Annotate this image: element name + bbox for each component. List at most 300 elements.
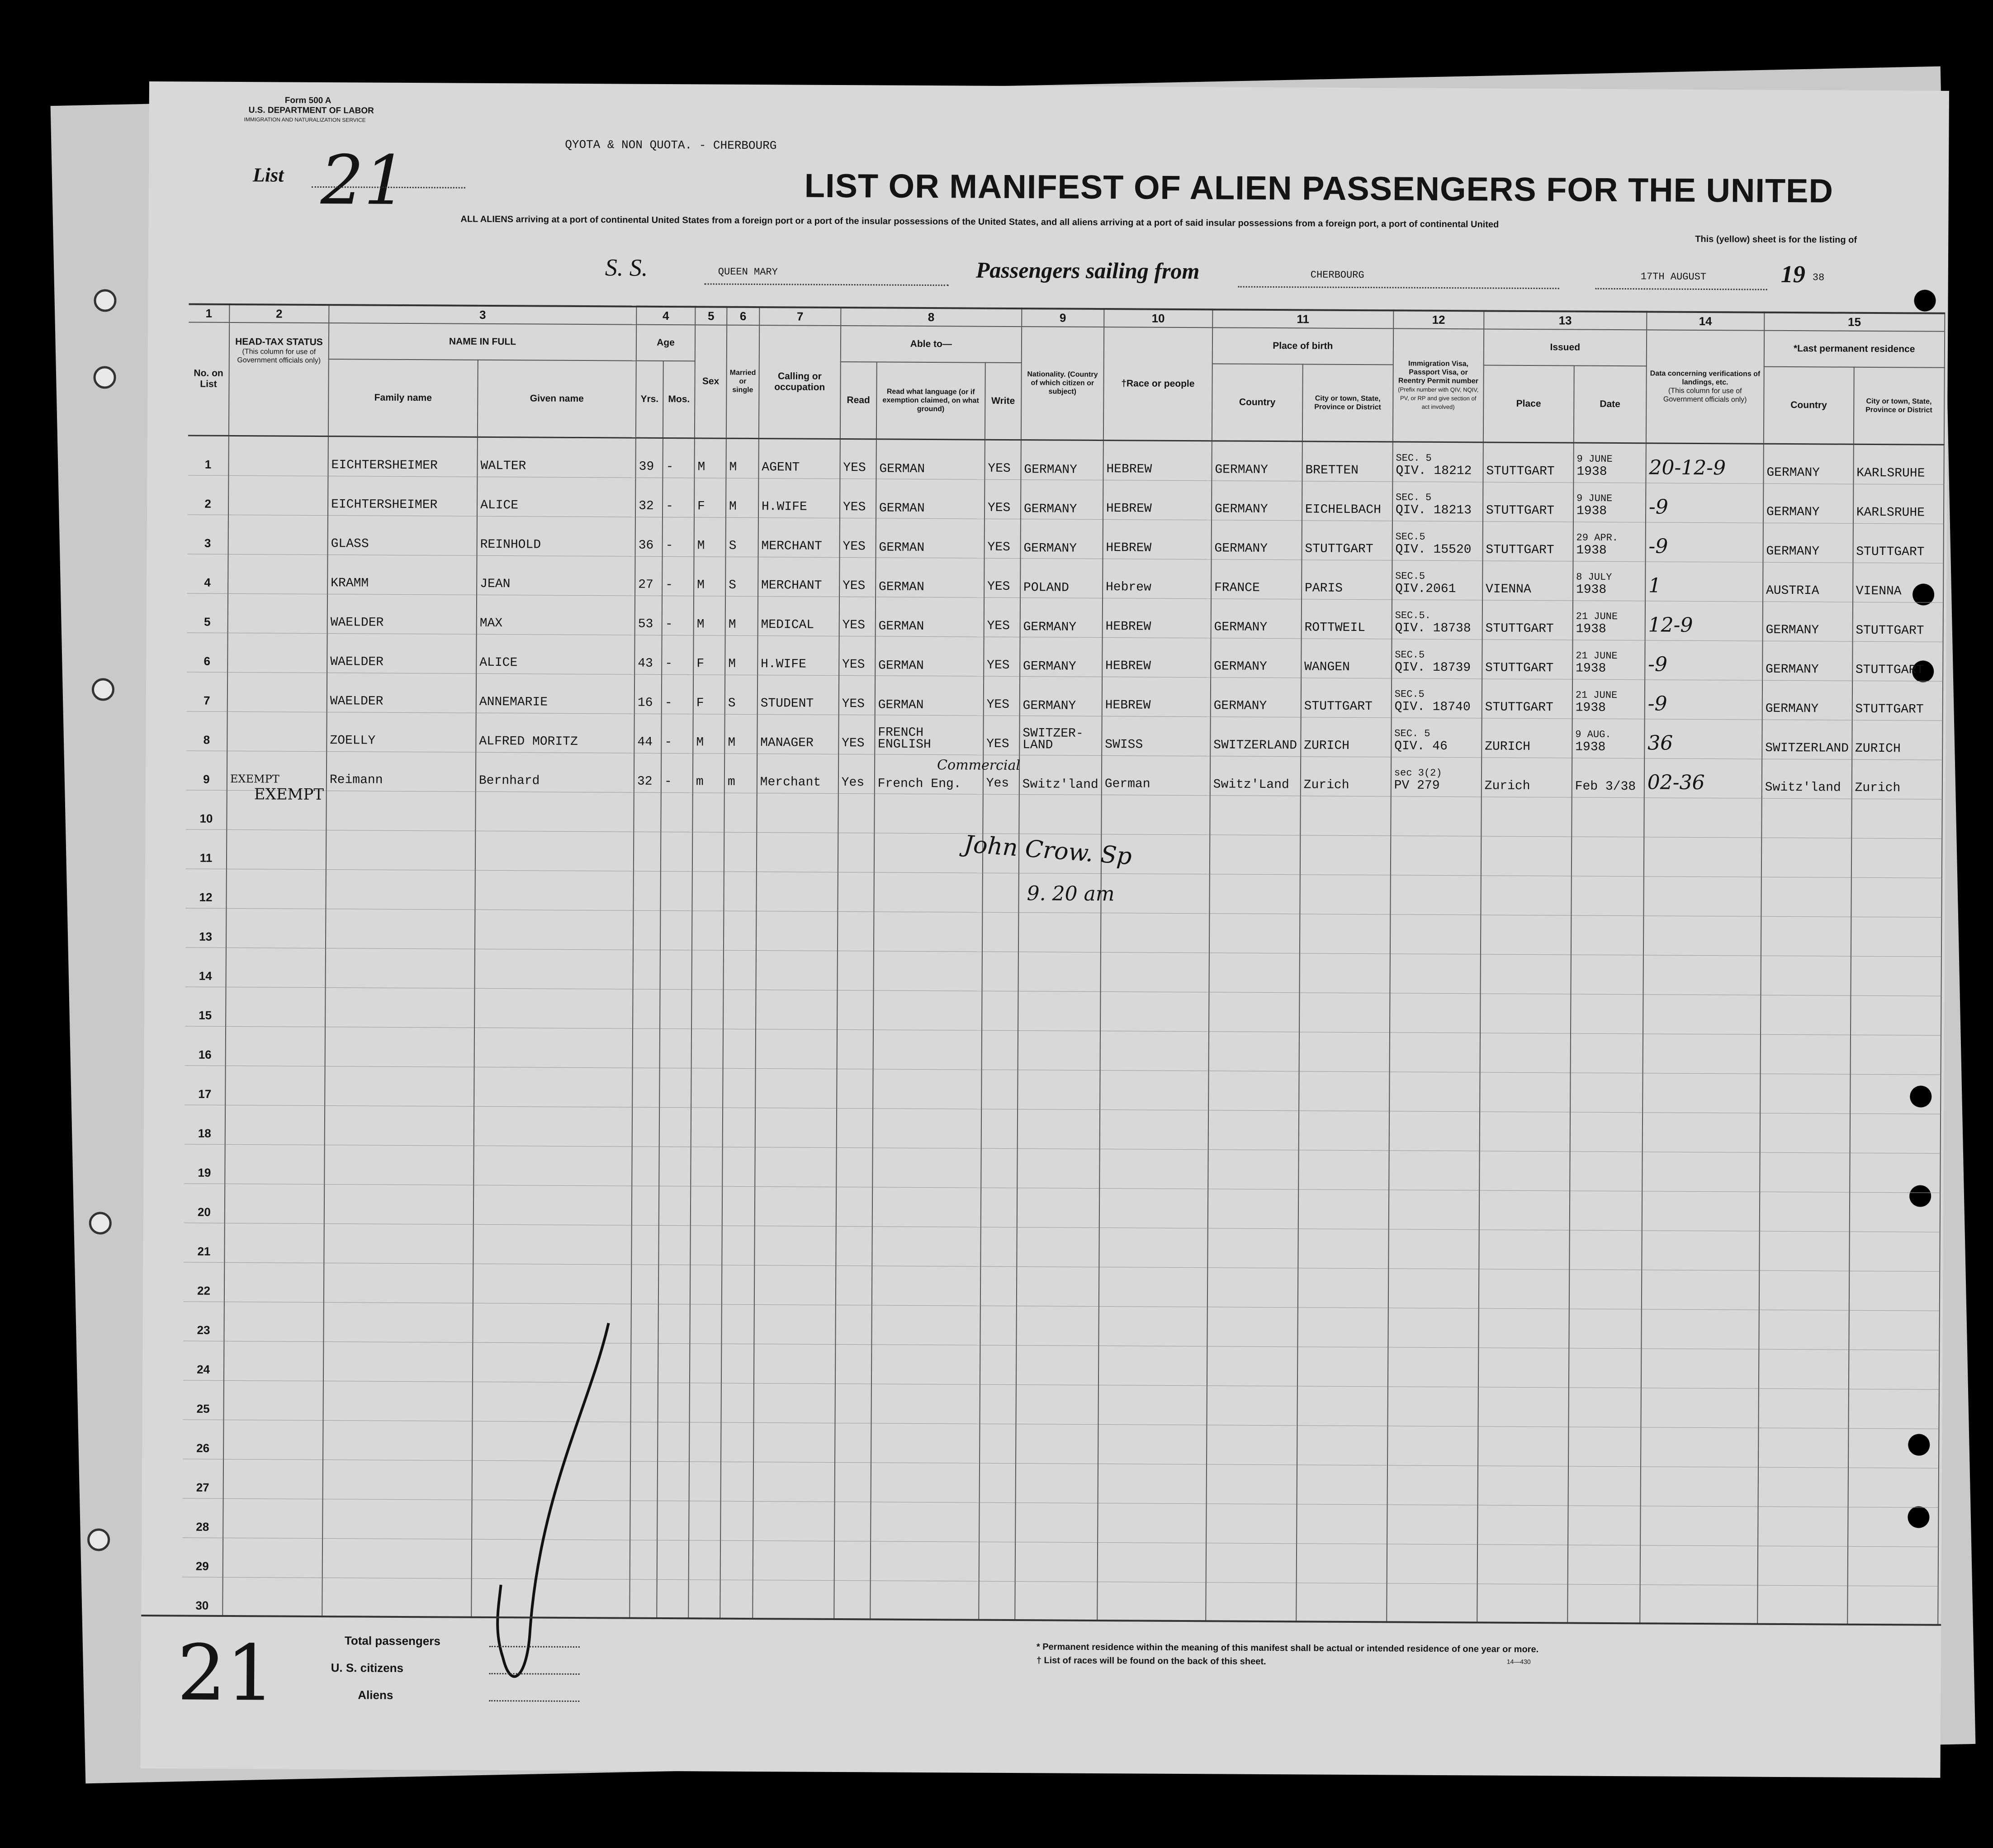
residence-city: STUTTGART: [1856, 623, 1924, 638]
can-write: Yes: [986, 776, 1009, 791]
punch-hole-icon: [87, 1528, 110, 1551]
column-number: 5: [695, 307, 727, 325]
issued-place: STUTTGART: [1485, 660, 1554, 675]
department: U.S. DEPARTMENT OF LABOR: [248, 105, 374, 116]
row-number: 18: [198, 1126, 211, 1140]
us-citizens-label: U. S. citizens: [331, 1661, 404, 1675]
age-months: -: [665, 656, 673, 671]
family-name: EICHTERSHEIMER: [331, 458, 438, 473]
row-number: 6: [204, 654, 211, 668]
verification-mark: 1: [1648, 573, 1662, 597]
col-read: Read: [840, 362, 877, 439]
exempt-stamp: EXEMPT: [254, 785, 324, 804]
birth-city: STUTTGART: [1304, 699, 1373, 714]
nationality: POLAND: [1023, 580, 1069, 595]
can-write: YES: [987, 579, 1010, 594]
verification-mark: -9: [1647, 652, 1668, 676]
can-read: YES: [843, 539, 866, 554]
col-issued-date: Date: [1574, 366, 1647, 443]
col-no-on-list: No. on List: [188, 322, 229, 435]
sex: M: [696, 735, 704, 749]
residence-city: STUTTGART: [1856, 545, 1925, 559]
manifest-title: LIST OR MANIFEST OF ALIEN PASSENGERS FOR THE UNITED: [804, 166, 1834, 210]
check-mark-stroke: [484, 1313, 631, 1721]
col-birth-city: City or town, State, Province or District: [1302, 364, 1393, 441]
col-verification: [1646, 330, 1764, 443]
issued-place: STUTTGART: [1486, 503, 1555, 518]
visa-section: SEC.5: [1395, 649, 1425, 661]
marital-status: M: [728, 735, 736, 750]
ship-underline: [705, 283, 949, 286]
family-name: GLASS: [331, 536, 369, 551]
visa-section: SEC. 5: [1395, 491, 1432, 503]
sex: M: [696, 617, 705, 631]
row-number: 2: [204, 497, 211, 511]
nationality: GERMANY: [1023, 620, 1077, 635]
birth-country: GERMANY: [1213, 698, 1267, 713]
given-name: ANNEMARIE: [479, 695, 548, 710]
residence-city: Zurich: [1855, 781, 1901, 795]
col-name-in-full: NAME IN FULL: [329, 323, 636, 361]
punch-hole-icon: [93, 366, 116, 389]
read-language: GERMAN: [878, 697, 924, 712]
nationality: GERMANY: [1023, 659, 1076, 674]
given-name: Bernhard: [478, 773, 540, 788]
can-read: Yes: [841, 775, 865, 790]
birth-city: ZURICH: [1304, 738, 1350, 753]
col-visa: [1393, 328, 1484, 442]
can-read: YES: [842, 736, 865, 750]
nationality: Switz'land: [1022, 777, 1098, 792]
issued-place: STUTTGART: [1485, 621, 1554, 636]
residence-country: GERMANY: [1766, 544, 1820, 559]
residence-city: STUTTGART: [1855, 663, 1924, 678]
footnote-races: † List of races will be found on the back of this sheet.: [1036, 1655, 1266, 1667]
issued-date-day: 21 JUNE: [1575, 689, 1618, 701]
sex: F: [696, 656, 705, 671]
can-read: YES: [842, 697, 865, 711]
visa-number: QIV. 18739: [1395, 660, 1471, 675]
marital-status: S: [728, 696, 736, 711]
birth-city: ROTTWEIL: [1304, 620, 1366, 635]
col-last-residence: *Last permanent residence: [1764, 331, 1945, 368]
race: Hebrew: [1105, 580, 1151, 595]
birth-country: GERMANY: [1214, 620, 1268, 635]
list-number: 21: [320, 141, 407, 220]
can-write: YES: [986, 697, 1010, 712]
age-years: 53: [638, 617, 653, 631]
row-number: 22: [197, 1284, 211, 1298]
row-number: 5: [204, 615, 211, 629]
punch-hole-icon: [89, 1212, 112, 1234]
col-yrs: Yrs.: [636, 361, 663, 438]
issued-date-year: 1938: [1575, 701, 1606, 715]
issued-date-day: 21 JUNE: [1576, 650, 1618, 662]
issued-place: STUTTGART: [1486, 464, 1555, 479]
sex: M: [697, 460, 705, 474]
birth-city: WANGEN: [1304, 659, 1350, 674]
family-name: WAELDER: [330, 654, 383, 669]
row-number: 14: [199, 969, 212, 983]
issued-date-year: 1938: [1576, 543, 1607, 558]
visa-number: QIV. 18212: [1396, 463, 1472, 478]
race: German: [1104, 777, 1150, 791]
issued-date-year: 1938: [1575, 661, 1606, 676]
given-name: MAX: [479, 616, 503, 630]
row-number: 20: [197, 1205, 211, 1219]
can-read: YES: [843, 460, 866, 475]
issued-date-day: 9 JUNE: [1576, 453, 1613, 465]
age-months: -: [664, 774, 672, 789]
row-number: 9: [203, 772, 210, 786]
row-number: 7: [204, 693, 210, 707]
verification-mark: 20-12-9: [1649, 455, 1726, 479]
visa-section: SEC.5: [1394, 688, 1425, 700]
col-family-name: Family name: [328, 359, 478, 437]
residence-city: KARLSRUHE: [1856, 466, 1925, 481]
sex: M: [697, 578, 705, 592]
residence-country: Switz'land: [1765, 780, 1841, 795]
row-number: 8: [203, 733, 210, 747]
col-write: Write: [985, 363, 1022, 440]
form-number: Form 500 A: [284, 95, 331, 106]
marital-status: m: [727, 775, 735, 789]
occupation: STUDENT: [760, 696, 814, 711]
nationality: SWITZER-LAND: [1023, 726, 1084, 752]
head-tax-note: (This column for use of Government officials only): [237, 348, 321, 365]
row-number: 28: [196, 1520, 209, 1534]
punch-hole-icon: [92, 678, 114, 701]
age-months: -: [666, 460, 674, 474]
age-years: 36: [638, 538, 654, 553]
birth-city: STUTTGART: [1305, 541, 1373, 556]
marital-status: S: [729, 578, 737, 592]
issued-date-year: 1938: [1575, 740, 1606, 754]
head-tax-label: HEAD-TAX STATUS: [235, 336, 323, 348]
column-number: 3: [329, 305, 636, 325]
passenger-rows: [182, 435, 1944, 1625]
manifest-table: [182, 303, 1945, 1625]
service: IMMIGRATION AND NATURALIZATION SERVICE: [244, 116, 366, 123]
row-number: 1: [204, 457, 212, 471]
issued-date-day: 8 JULY: [1576, 571, 1612, 583]
age-years: 43: [638, 656, 653, 671]
occupation: Merchant: [760, 775, 821, 790]
marital-status: M: [728, 657, 736, 671]
visa-label: Immigration Visa, Passport Visa, or Reentry Permit number: [1398, 360, 1478, 385]
verification-mark: -9: [1647, 692, 1667, 716]
residence-country: GERMANY: [1766, 465, 1820, 480]
race: HEBREW: [1106, 501, 1152, 516]
issued-place: STUTTGART: [1486, 542, 1554, 557]
footnote-residence: * Permanent residence within the meaning of this manifest shall be actual or intended residence of one year or more.: [1036, 1642, 1539, 1655]
subtitle-line1: ALL ALIENS arriving at a port of continental United States from a foreign port or a port of the insular possessions of the United States, and all aliens arriving at a port of said insular possessions from a foreign port, a port of continental United: [460, 214, 1499, 230]
issued-date-day: 9 JUNE: [1576, 493, 1613, 504]
age-months: -: [664, 735, 672, 749]
issued-date-year: 1938: [1576, 464, 1607, 479]
row-number: 15: [199, 1008, 212, 1022]
can-write: YES: [987, 619, 1010, 633]
visa-number: PV 279: [1394, 778, 1440, 793]
sex: F: [696, 696, 704, 710]
row-number: 23: [197, 1323, 210, 1337]
marital-status: M: [728, 617, 736, 632]
family-name: WAELDER: [330, 694, 383, 709]
birth-country: Switz'Land: [1213, 777, 1289, 792]
birth-country: GERMANY: [1215, 462, 1269, 477]
issued-place: STUTTGART: [1485, 700, 1553, 715]
can-read: YES: [842, 578, 866, 593]
given-name: ALICE: [480, 498, 519, 512]
can-write: YES: [986, 658, 1010, 673]
col-given-name: Given name: [478, 360, 636, 438]
residence-city: KARLSRUHE: [1856, 505, 1925, 520]
visa-section: SEC.5: [1395, 570, 1425, 582]
visa-number: QIV. 18740: [1394, 699, 1471, 714]
visa-number: QIV. 18213: [1395, 502, 1472, 517]
row-number: 16: [198, 1047, 212, 1061]
sailing-label: Passengers sailing from: [975, 257, 1200, 284]
marital-status: M: [729, 460, 737, 474]
footer-list-number: 21: [177, 1628, 275, 1719]
col-able-to: Able to—: [841, 326, 1022, 363]
issued-date-day: 29 APR.: [1576, 532, 1619, 544]
col-race: †Race or people: [1103, 327, 1212, 441]
family-name: WAELDER: [330, 615, 384, 630]
year-suffix: 38: [1812, 272, 1825, 284]
can-write: YES: [986, 737, 1009, 751]
nationality: GERMANY: [1024, 462, 1078, 477]
port-underline: [1238, 286, 1559, 289]
read-language: GERMAN: [879, 501, 925, 516]
race: SWISS: [1105, 737, 1143, 752]
row-number: 3: [204, 536, 211, 550]
column-number: 11: [1212, 309, 1393, 328]
can-write: YES: [987, 540, 1010, 554]
col-sex: Sex: [695, 325, 727, 438]
race: HEBREW: [1105, 659, 1151, 673]
row-number: 30: [195, 1598, 209, 1612]
col-age: Age: [636, 325, 695, 361]
birth-city: EICHELBACH: [1305, 502, 1382, 517]
age-years: 16: [637, 696, 653, 710]
occupation: MERCHANT: [761, 578, 822, 593]
race: HEBREW: [1105, 698, 1151, 713]
can-read: YES: [843, 500, 866, 514]
row-number: 25: [196, 1402, 210, 1416]
date-underline: [1595, 288, 1767, 290]
read-language: GERMAN: [879, 461, 925, 476]
birth-country: GERMANY: [1214, 659, 1267, 674]
sex: M: [697, 538, 705, 553]
sailing-date: 17TH AUGUST: [1640, 271, 1707, 283]
issued-date-day: 21 JUNE: [1576, 611, 1618, 622]
row-number: 24: [197, 1362, 210, 1376]
residence-country: GERMANY: [1766, 505, 1820, 519]
col-mos: Mos.: [663, 361, 695, 438]
issued-date-day: 9 AUG.: [1575, 729, 1611, 740]
punch-hole-icon: [1914, 289, 1936, 311]
column-number: 10: [1104, 309, 1212, 327]
column-number: 13: [1484, 311, 1647, 330]
verification-mark: 02-36: [1647, 770, 1705, 794]
issued-date-year: 1938: [1576, 622, 1606, 636]
birth-city: BRETTEN: [1305, 463, 1359, 478]
age-years: 32: [639, 499, 654, 513]
nationality: GERMANY: [1023, 502, 1077, 516]
given-name: ALFRED MORITZ: [479, 734, 578, 749]
row-number: 29: [195, 1559, 209, 1573]
birth-country: GERMANY: [1214, 541, 1268, 556]
visa-number: QIV. 46: [1394, 739, 1448, 753]
residence-city: ZURICH: [1855, 741, 1901, 756]
visa-section: sec 3(2): [1394, 767, 1442, 779]
verification-note: (This column for use of Government officials only): [1663, 387, 1747, 404]
age-months: -: [665, 578, 673, 592]
age-years: 39: [639, 460, 654, 474]
column-number: 7: [759, 307, 841, 326]
family-name: ZOELLY: [330, 733, 376, 748]
family-name: KRAMM: [331, 576, 369, 591]
list-label: List: [252, 164, 284, 186]
family-name: Reimann: [329, 772, 383, 787]
subtitle-line2: This (yellow) sheet is for the listing of: [1695, 234, 1857, 245]
column-number: 14: [1647, 312, 1764, 330]
given-name: REINHOLD: [480, 537, 541, 552]
col-res-city: City or town, State, Province or District: [1854, 367, 1945, 445]
race: HEBREW: [1106, 462, 1152, 477]
visa-section: SEC.5: [1395, 531, 1425, 543]
col-head-tax: [229, 322, 329, 436]
age-months: -: [665, 617, 673, 631]
residence-country: GERMANY: [1766, 623, 1819, 637]
occupation: H.WIFE: [760, 657, 806, 672]
can-write: YES: [988, 461, 1011, 476]
given-name: ALICE: [479, 655, 518, 670]
visa-number: QIV. 18738: [1395, 621, 1471, 635]
occupation: MANAGER: [760, 735, 814, 750]
column-number: 4: [636, 307, 695, 325]
year-prefix: 19: [1780, 260, 1805, 288]
column-number: 15: [1764, 313, 1945, 332]
row-number: 27: [196, 1480, 209, 1494]
birth-country: FRANCE: [1214, 580, 1260, 595]
visa-section: SEC.5.: [1395, 609, 1431, 621]
row-number: 26: [196, 1441, 210, 1455]
residence-city: VIENNA: [1856, 584, 1902, 598]
ss-label: S. S.: [605, 254, 648, 281]
verification-mark: 12-9: [1648, 613, 1693, 637]
can-write: YES: [987, 501, 1011, 515]
col-nationality: Nationality. (Country of which citizen or subject): [1021, 327, 1104, 440]
column-number: 6: [727, 307, 759, 325]
col-place-of-birth: Place of birth: [1212, 327, 1393, 365]
nationality: GERMANY: [1023, 698, 1076, 713]
occupation: AGENT: [762, 460, 800, 475]
family-name: EICHTERSHEIMER: [331, 497, 438, 512]
head-tax-status: EXEMPT: [230, 772, 279, 786]
birth-city: Zurich: [1303, 777, 1349, 792]
aliens-label: Aliens: [358, 1688, 393, 1702]
total-passengers-label: Total passengers: [344, 1634, 440, 1648]
quota-note: QYOTA & NON QUOTA. - CHERBOURG: [565, 137, 777, 153]
visa-section: SEC. 5: [1394, 727, 1430, 739]
nationality: GERMANY: [1023, 541, 1077, 556]
port-name: CHERBOURG: [1310, 269, 1364, 281]
given-name: JEAN: [480, 577, 511, 591]
col-res-country: Country: [1764, 367, 1854, 444]
row-number: 10: [199, 811, 213, 825]
row-number: 12: [199, 890, 213, 904]
occupation: MERCHANT: [761, 539, 822, 554]
age-months: -: [665, 538, 673, 553]
read-language: French Eng.: [877, 776, 961, 791]
verification-label: Data concerning verifications of landings, etc.: [1650, 370, 1761, 387]
birth-country: SWITZERLAND: [1213, 738, 1297, 753]
inspection-time: 9. 20 am: [1027, 882, 1115, 906]
issued-date-year: Feb 3/38: [1575, 779, 1636, 794]
age-years: 27: [638, 578, 653, 592]
column-number: 2: [229, 304, 329, 323]
read-language: GERMAN: [878, 619, 924, 634]
age-months: -: [664, 696, 672, 710]
visa-section: SEC. 5: [1396, 452, 1432, 464]
visa-note: (Prefix number with QIV, NQIV, PV, or RP and give section of act involved): [1398, 386, 1479, 410]
ship-name: QUEEN MARY: [718, 266, 778, 278]
race: HEBREW: [1105, 619, 1151, 634]
row-number: 13: [199, 929, 213, 943]
verification-mark: -9: [1648, 534, 1668, 558]
visa-number: QIV. 15520: [1395, 542, 1472, 557]
issued-date-year: 1938: [1576, 504, 1607, 518]
col-birth-country: Country: [1212, 364, 1303, 441]
residence-country: AUSTRIA: [1766, 583, 1819, 598]
row-number: 19: [198, 1166, 211, 1180]
issued-place: ZURICH: [1485, 739, 1531, 754]
given-name: WALTER: [480, 459, 526, 473]
footer-form-code: 14—430: [1506, 1658, 1531, 1666]
can-read: YES: [842, 657, 865, 672]
column-number: 1: [189, 304, 229, 322]
residence-country: GERMANY: [1765, 701, 1819, 716]
punch-hole-icon: [94, 289, 116, 312]
issued-place: Zurich: [1484, 778, 1530, 793]
read-language: GERMAN: [879, 540, 925, 555]
marital-status: M: [729, 499, 737, 514]
read-language: GERMAN: [878, 579, 924, 594]
col-issued-place: Place: [1483, 365, 1574, 442]
birth-city: PARIS: [1304, 581, 1343, 596]
issued-date-year: 1938: [1576, 583, 1607, 597]
read-language: GERMAN: [878, 658, 924, 673]
col-read-language: Read what language (or if exemption claimed, on what ground): [876, 362, 985, 439]
row-number: 21: [197, 1244, 211, 1258]
row-number: 4: [204, 575, 211, 589]
residence-city: STUTTGART: [1855, 702, 1924, 717]
manifest-sheet: [140, 81, 1949, 1778]
residence-country: GERMANY: [1765, 662, 1819, 677]
row-number: 11: [199, 851, 213, 865]
column-number: 9: [1022, 308, 1104, 327]
marital-status: S: [729, 539, 737, 553]
verification-mark: -9: [1648, 495, 1668, 519]
sex: F: [697, 499, 705, 513]
read-language: FRENCH ENGLISH: [878, 725, 931, 752]
occupation: MEDICAL: [761, 617, 814, 632]
col-married: Married or single: [726, 325, 759, 438]
inspector-signature: John Crow. Sp: [963, 830, 1133, 871]
issued-place: VIENNA: [1485, 582, 1531, 597]
